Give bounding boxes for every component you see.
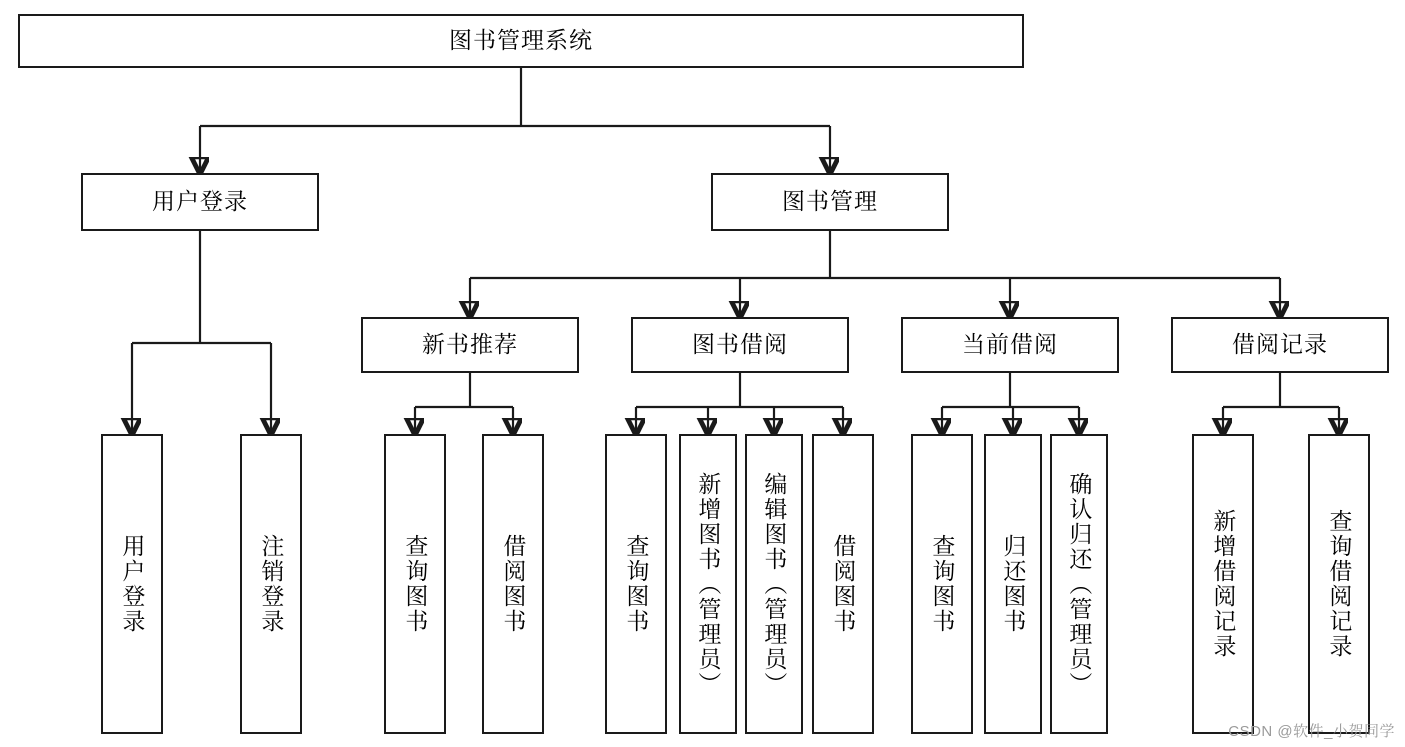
node-label: 新书推荐 xyxy=(422,331,518,358)
node-add[interactable] xyxy=(679,434,737,734)
node-qrec[interactable] xyxy=(1308,434,1370,734)
node-label: 当前借阅 xyxy=(962,331,1058,358)
node-label: 编辑图书（管理员） xyxy=(761,471,788,697)
node-label: 注销登录 xyxy=(258,534,285,634)
node-borrow[interactable] xyxy=(631,317,849,373)
node-label: 用户登录 xyxy=(152,188,248,215)
watermark: CSDN @软件_小贺同学 xyxy=(1228,723,1395,740)
node-userlogin[interactable] xyxy=(101,434,163,734)
node-b2[interactable] xyxy=(812,434,874,734)
node-label: 图书管理 xyxy=(782,188,878,215)
node-login[interactable] xyxy=(81,173,319,231)
node-logout[interactable] xyxy=(240,434,302,734)
node-records[interactable] xyxy=(1171,317,1389,373)
node-root[interactable] xyxy=(18,14,1024,68)
node-addrec[interactable] xyxy=(1192,434,1254,734)
node-label: 归还图书 xyxy=(1000,534,1027,634)
node-bookmgr[interactable] xyxy=(711,173,949,231)
node-label: 图书借阅 xyxy=(692,331,788,358)
node-b1[interactable] xyxy=(482,434,544,734)
node-label: 新增借阅记录 xyxy=(1210,509,1237,659)
node-q2[interactable] xyxy=(605,434,667,734)
edge-paths xyxy=(132,68,1339,431)
node-label: 图书管理系统 xyxy=(449,27,593,54)
node-edit[interactable] xyxy=(745,434,803,734)
node-label: 借阅图书 xyxy=(830,534,857,634)
node-label: 借阅图书 xyxy=(500,534,527,634)
node-newbook[interactable] xyxy=(361,317,579,373)
node-label: 查询图书 xyxy=(623,534,650,634)
node-label: 查询图书 xyxy=(929,534,956,634)
node-label: 确认归还（管理员） xyxy=(1066,471,1093,697)
node-label: 查询图书 xyxy=(402,534,429,634)
node-label: 用户登录 xyxy=(119,534,146,634)
node-current[interactable] xyxy=(901,317,1119,373)
node-q3[interactable] xyxy=(911,434,973,734)
node-label: 查询借阅记录 xyxy=(1326,509,1353,659)
node-confirm[interactable] xyxy=(1050,434,1108,734)
node-label: 新增图书（管理员） xyxy=(695,471,722,697)
node-q1[interactable] xyxy=(384,434,446,734)
node-return[interactable] xyxy=(984,434,1042,734)
node-label: 借阅记录 xyxy=(1232,331,1328,358)
